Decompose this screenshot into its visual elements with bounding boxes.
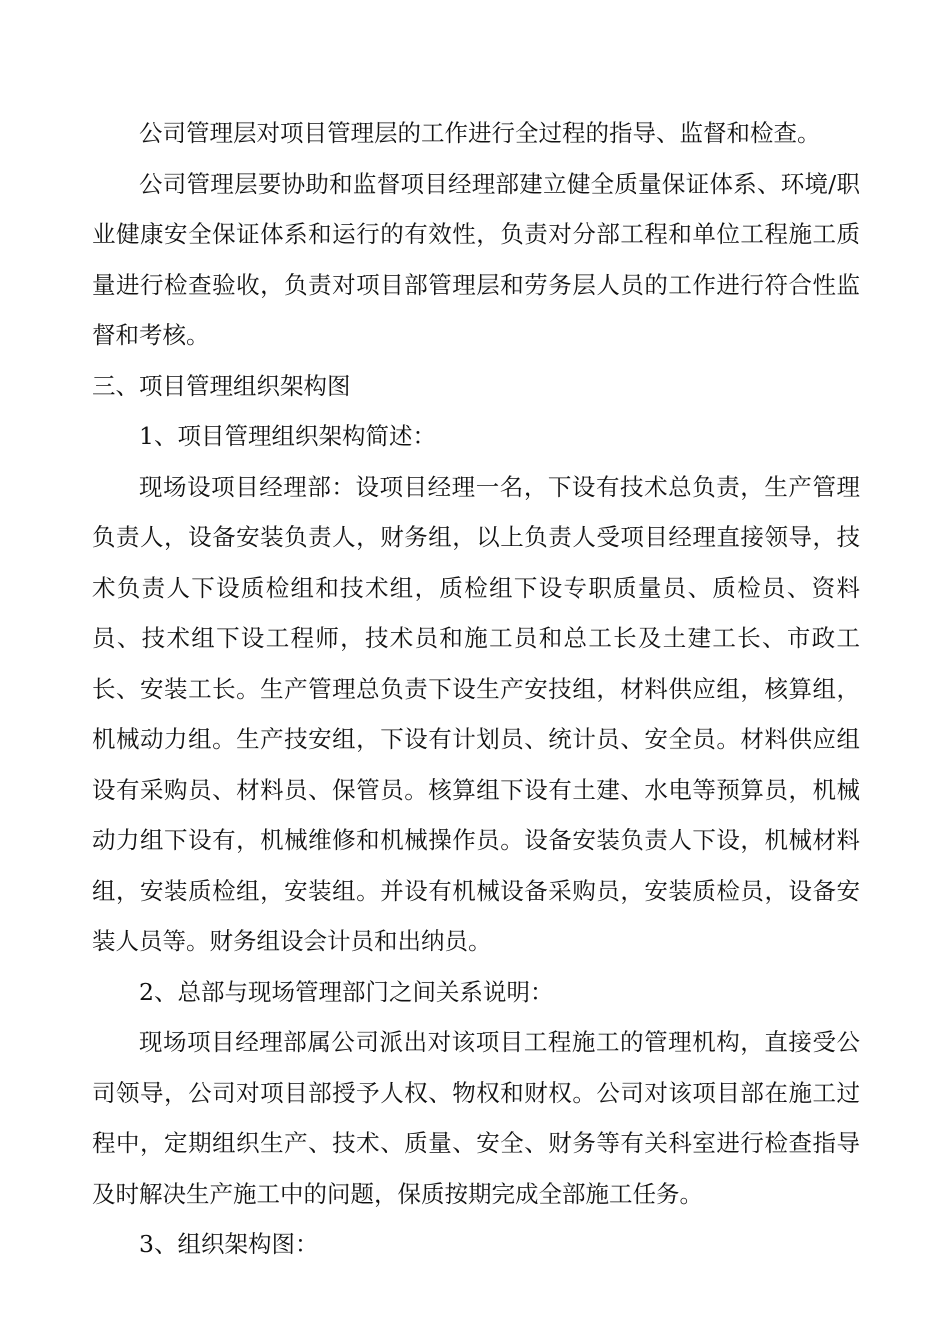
subheading-hq-site-relation: 2、总部与现场管理部门之间关系说明： (139, 977, 554, 1006)
paragraph-management-supervision: 公司管理层要协助和监督项目经理部建立健全质量保证体系、环境/职业健康安全保证体系和运行的有效性，负责对分部工程和单位工程施工质量进行检查验收，负责对项目部管理层和劳务层人员的工作进行符合性监督和考核。 (92, 169, 860, 349)
subheading-org-chart: 3、组织架构图： (139, 1230, 319, 1258)
paragraph-management-guidance: 公司管理层对项目管理层的工作进行全过程的指导、监督和检查。 (139, 119, 821, 147)
paragraph-org-overview: 现场设项目经理部：设项目经理一名，下设有技术总负责，生产管理负责人，设备安装负责人，财务组，以上负责人受项目经理直接领导，技术负责人下设质检组和技术组，质检组下设专职质量员、质检员、资料员、技术组下设工程师，技术员和施工员和总工长及土建工长、市政工长、安装工长。生产管理总负责下设生产安技组，材料供应组，核算组，机械动力组。生产技安组，下设有计划员、统计员、安全员。材料供应组设有采购员、材料员、保管员。核算组下设有土建、水电等预算员，机械动力组下设有，机械维修和机械操作员。设备安装负责人下设，机械材料组，安装质检组，安装组。并设有机械设备采购员，安装质检员，设备安装人员等。财务组设会计员和出纳员。 (92, 472, 860, 955)
paragraph-hq-site-relation: 现场项目经理部属公司派出对该项目工程施工的管理机构，直接受公司领导，公司对项目部授予人权、物权和财权。公司对该项目部在施工过程中，定期组织生产、技术、质量、安全、财务等有关科室进行检查指导及时解决生产施工中的问题，保质按期完成全部施工任务。 (92, 1028, 860, 1208)
document-body (92, 108, 860, 1270)
subheading-org-overview: 1、项目管理组织架构简述： (139, 422, 436, 450)
section-heading-org-chart: 三、项目管理组织架构图 (92, 371, 351, 400)
